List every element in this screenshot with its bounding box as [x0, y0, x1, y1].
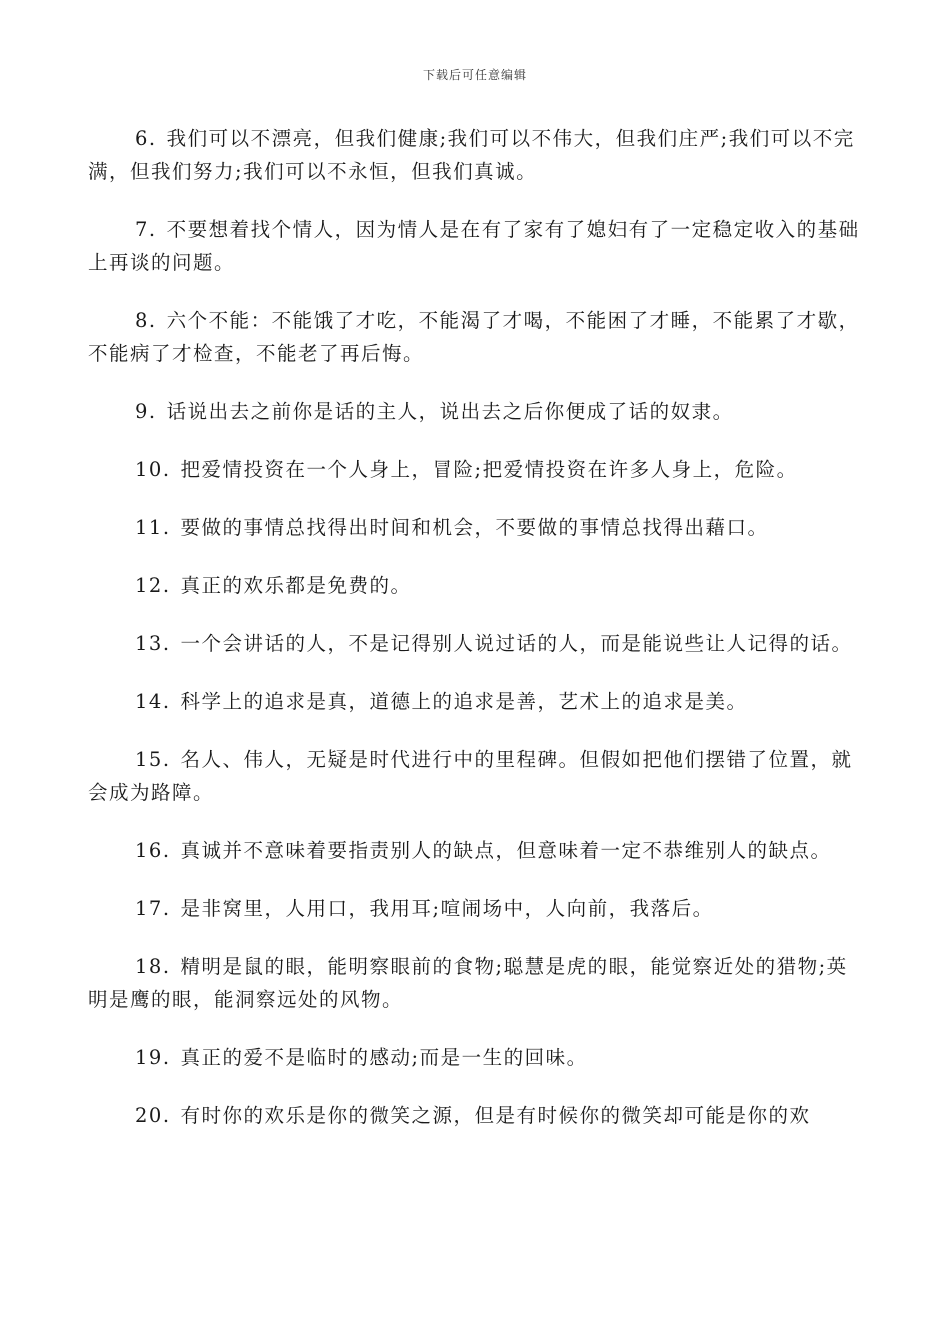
- list-item: [88, 743, 868, 809]
- item-text: 名人、伟人，无疑是时代进行中的里程碑。但假如把他们摆错了位置，就会成为路障。: [88, 748, 853, 804]
- item-text: 精明是鼠的眼，能明察眼前的食物;聪慧是虎的眼，能觉察近处的猎物;英明是鹰的眼，能洞察远处的风物。: [88, 955, 848, 1011]
- item-number: 20.: [135, 1104, 171, 1127]
- list-item: [88, 892, 868, 925]
- item-text: 把爱情投资在一个人身上，冒险;把爱情投资在许多人身上，危险。: [180, 458, 798, 481]
- item-number: 15.: [135, 748, 171, 771]
- item-number: 8.: [135, 309, 157, 332]
- item-number: 6.: [135, 127, 157, 150]
- item-text: 一个会讲话的人，不是记得别人说过话的人，而是能说些让人记得的话。: [180, 632, 853, 655]
- item-number: 17.: [135, 897, 171, 920]
- list-item: [88, 304, 868, 370]
- item-number: 19.: [135, 1046, 171, 1069]
- list-item: [88, 395, 868, 428]
- item-text: 真正的爱不是临时的感动;而是一生的回味。: [180, 1046, 588, 1069]
- list-item: [88, 213, 868, 279]
- item-text: 是非窝里，人用口，我用耳;喧闹场中，人向前，我落后。: [180, 897, 714, 920]
- list-item: [88, 627, 868, 660]
- list-item: [88, 834, 868, 867]
- item-number: 12.: [135, 574, 171, 597]
- list-item: [88, 511, 868, 544]
- list-item: [88, 950, 868, 1016]
- list-item: [88, 569, 868, 602]
- list-item: [88, 1041, 868, 1074]
- item-number: 16.: [135, 839, 171, 862]
- item-text: 我们可以不漂亮，但我们健康;我们可以不伟大，但我们庄严;我们可以不完满，但我们努力;我们可以不永恒，但我们真诚。: [88, 127, 855, 183]
- item-text: 话说出去之前你是话的主人，说出去之后你便成了话的奴隶。: [166, 400, 734, 423]
- item-text: 不要想着找个情人，因为情人是在有了家有了媳妇有了一定稳定收入的基础上再谈的问题。: [88, 218, 860, 274]
- list-item: [88, 122, 868, 188]
- page-header: 下载后可任意编辑: [422, 68, 527, 82]
- item-text: 真正的欢乐都是免费的。: [180, 574, 412, 597]
- item-number: 13.: [135, 632, 171, 655]
- item-number: 11.: [135, 516, 171, 539]
- item-text: 要做的事情总找得出时间和机会，不要做的事情总找得出藉口。: [180, 516, 769, 539]
- item-text: 六个不能：不能饿了才吃，不能渴了才喝，不能困了才睡，不能累了才歇，不能病了才检查，不能老了再后悔。: [88, 309, 860, 365]
- list-item: [88, 453, 868, 486]
- list-item: [88, 1099, 868, 1132]
- item-text: 真诚并不意味着要指责别人的缺点，但意味着一定不恭维别人的缺点。: [180, 839, 832, 862]
- quote-list: [88, 122, 868, 1157]
- item-text: 有时你的欢乐是你的微笑之源，但是有时候你的微笑却可能是你的欢: [180, 1104, 811, 1127]
- item-number: 10.: [135, 458, 171, 481]
- list-item: [88, 685, 868, 718]
- item-number: 14.: [135, 690, 171, 713]
- item-text: 科学上的追求是真，道德上的追求是善，艺术上的追求是美。: [180, 690, 748, 713]
- item-number: 18.: [135, 955, 171, 978]
- item-number: 7.: [135, 218, 157, 241]
- item-number: 9.: [135, 400, 157, 423]
